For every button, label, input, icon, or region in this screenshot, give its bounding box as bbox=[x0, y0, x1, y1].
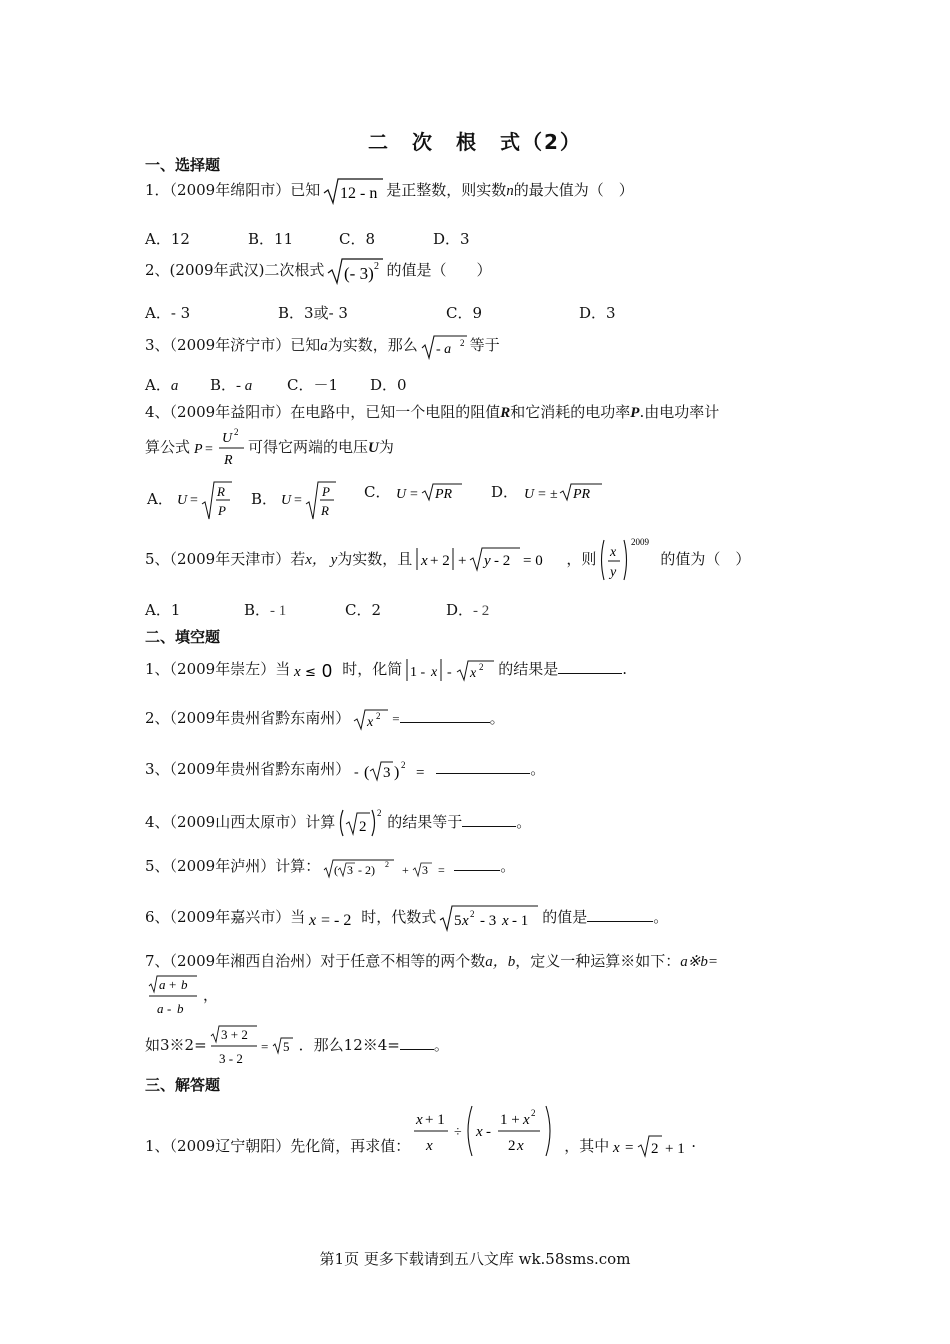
svg-text:R: R bbox=[216, 484, 225, 499]
sqrt2-squared bbox=[337, 806, 385, 840]
svg-text:2: 2 bbox=[479, 662, 484, 672]
q4-option-d: D． U = ± PR bbox=[491, 478, 606, 508]
svg-text:3: 3 bbox=[347, 863, 354, 877]
svg-text:R: R bbox=[224, 453, 233, 468]
svg-text:=: = bbox=[260, 1039, 268, 1054]
svg-text:a: a bbox=[159, 977, 166, 992]
svg-text:(: ( bbox=[364, 764, 370, 781]
q3-option-c: C．－1 bbox=[287, 376, 339, 394]
svg-text:-: - bbox=[486, 1124, 492, 1140]
q5-option-d: D．- 2 bbox=[446, 601, 490, 619]
section-heading-fill: 二、填空题 bbox=[145, 628, 221, 646]
answer-blank[interactable] bbox=[587, 907, 653, 922]
q1-option-c: C．8 bbox=[339, 230, 376, 248]
svg-text:2: 2 bbox=[234, 427, 239, 437]
svg-text:x: x bbox=[426, 1138, 433, 1154]
svg-text:=: = bbox=[205, 442, 213, 457]
svg-text:+: + bbox=[402, 863, 409, 877]
q3-option-b: B．- a bbox=[210, 376, 253, 394]
svg-text:2: 2 bbox=[376, 711, 381, 721]
svg-text:2009: 2009 bbox=[631, 537, 650, 547]
fill-question-2: 2、（2009年贵州省黔东南州） x 2 = 。 bbox=[145, 704, 505, 734]
q1-option-d: D．3 bbox=[433, 230, 470, 248]
svg-text:x: x bbox=[517, 1138, 524, 1154]
answer-blank[interactable] bbox=[400, 1035, 434, 1050]
svg-text:x: x bbox=[309, 912, 317, 929]
sqrt-neg3-squared bbox=[326, 256, 384, 286]
answer-blank[interactable] bbox=[462, 812, 516, 827]
svg-text:+: + bbox=[458, 553, 467, 569]
simplify-expression bbox=[412, 1100, 562, 1162]
svg-text:2: 2 bbox=[359, 819, 367, 835]
svg-text:-: - bbox=[354, 765, 359, 780]
q4-option-a: A． U = R P bbox=[147, 478, 235, 522]
svg-text:x: x bbox=[462, 913, 469, 929]
q2-option-a: A．- 3 bbox=[145, 304, 191, 322]
question-5: 5、（2009年天津市）若x， y为实数，且 x + 2 + y - 2 = 0 ，则 x y 2009 的值为（ ） bbox=[145, 536, 750, 584]
x-equals-neg-2 bbox=[307, 904, 359, 932]
section-heading-solve: 三、解答题 bbox=[145, 1076, 221, 1094]
svg-text:x: x bbox=[294, 664, 301, 680]
q2-option-b: B．3或- 3 bbox=[278, 304, 348, 322]
q4-option-b: B． U = P R bbox=[251, 478, 339, 522]
svg-text:2: 2 bbox=[508, 1138, 516, 1154]
svg-text:=: = bbox=[410, 487, 419, 502]
svg-text:=: = bbox=[189, 493, 198, 508]
fill-question-5: 5、（2009年泸州）计算： ( 3 - 2) 2 + 3 = 。 bbox=[145, 852, 515, 882]
svg-text:R: R bbox=[321, 503, 329, 518]
svg-text:+ 1: + 1 bbox=[665, 1141, 685, 1157]
svg-text:= - 2: = - 2 bbox=[321, 912, 352, 929]
fill-question-7-line-2: a + b a - b ， bbox=[145, 972, 218, 1020]
question-4-line-2: 算公式 P = U 2 R 可得它两端的电压U为 bbox=[145, 427, 394, 468]
answer-blank[interactable] bbox=[454, 856, 500, 871]
page-title: 二 次 根 式（2） bbox=[368, 130, 582, 154]
svg-text:÷: ÷ bbox=[454, 1125, 462, 1140]
svg-text:+ 1: + 1 bbox=[425, 1112, 445, 1128]
answer-blank[interactable] bbox=[400, 708, 490, 723]
fill-question-7-line-1: 7、（2009年湘西自治州）对于任意不相等的两个数a，b，定义一种运算※如下：a※b= bbox=[145, 952, 718, 970]
svg-text:2: 2 bbox=[470, 909, 475, 919]
svg-text:P: P bbox=[194, 442, 203, 457]
q2-option-c: C．9 bbox=[446, 304, 483, 322]
svg-text:x: x bbox=[367, 715, 374, 730]
svg-text:-: - bbox=[167, 1001, 172, 1016]
q2-option-d: D．3 bbox=[579, 304, 616, 322]
svg-text:- 2: - 2 bbox=[494, 553, 511, 569]
svg-text:2: 2 bbox=[385, 860, 390, 869]
svg-text:U: U bbox=[176, 493, 187, 508]
sqrt-x2 bbox=[352, 704, 390, 734]
q1-option-a: A．12 bbox=[145, 230, 190, 248]
svg-text:1 -: 1 - bbox=[410, 665, 426, 680]
svg-text:U: U bbox=[524, 487, 535, 502]
sqrt-neg-a-squared bbox=[420, 331, 468, 361]
svg-text:2: 2 bbox=[401, 760, 406, 770]
q5-option-c: C．2 bbox=[345, 601, 382, 619]
svg-text:12 - n: 12 - n bbox=[340, 185, 378, 202]
svg-text:5: 5 bbox=[454, 913, 462, 929]
svg-text:x: x bbox=[613, 1140, 620, 1156]
svg-text:P: P bbox=[217, 503, 226, 518]
svg-text:2: 2 bbox=[377, 808, 382, 818]
svg-text:- 2): - 2) bbox=[358, 863, 376, 877]
question-1: 1．（2009年绵阳市）已知 12 - n 是正整数，则实数n的最大值为（ ） bbox=[145, 176, 634, 206]
svg-text:): ) bbox=[394, 764, 400, 781]
question-4-line-1: 4、（2009年益阳市）在电路中，已知一个电阻的阻值R和它消耗的电功率P.由电功率计 bbox=[145, 403, 720, 421]
svg-text:- a: - a bbox=[435, 342, 451, 357]
svg-text:2: 2 bbox=[531, 1108, 536, 1118]
fill-question-6: 6、（2009年嘉兴市）当 x = - 2 时，代数式 5 x 2 - 3 x - 1 的值是 。 bbox=[145, 902, 668, 934]
svg-text:x: x bbox=[416, 1112, 423, 1128]
u-sqrt-pr bbox=[392, 478, 464, 508]
abs-1-minus-x-minus-sqrt-x2 bbox=[404, 655, 496, 685]
q5-option-b: B．- 1 bbox=[244, 601, 287, 619]
svg-text:x: x bbox=[431, 665, 438, 680]
svg-text:- 3: - 3 bbox=[480, 913, 497, 929]
svg-text:=: = bbox=[538, 487, 546, 502]
svg-text:=: = bbox=[625, 1140, 634, 1156]
q4-option-c: C． U = PR bbox=[364, 478, 466, 508]
svg-text:3: 3 bbox=[383, 765, 391, 781]
svg-text:(: ( bbox=[334, 863, 339, 877]
abs-x-plus-2-plus-sqrt-y-minus-2 bbox=[414, 544, 564, 576]
neg-sqrt3-squared bbox=[352, 754, 434, 786]
solve-question-1: 1、（2009辽宁朝阳）先化简，再求值： x + 1 x ÷ x - 1 + x 2 2 x ，其中 x = 2 + 1 . bbox=[145, 1100, 696, 1162]
q3-option-d: D．0 bbox=[370, 376, 407, 394]
question-2: 2、(2009年武汉)二次根式 (- 3) 2 的值是（ ） bbox=[145, 256, 491, 286]
svg-text:±: ± bbox=[550, 487, 558, 502]
x-le-0 bbox=[292, 656, 340, 684]
svg-text:5: 5 bbox=[282, 1039, 290, 1054]
svg-text:2: 2 bbox=[651, 1141, 659, 1157]
svg-text:=: = bbox=[294, 493, 302, 508]
svg-text:1 +: 1 + bbox=[500, 1112, 520, 1128]
section-heading-choice: 一、选择题 bbox=[145, 156, 221, 174]
svg-text:x: x bbox=[502, 913, 509, 929]
u-sqrt-p-over-r bbox=[279, 478, 337, 522]
svg-text:x: x bbox=[523, 1112, 530, 1128]
svg-text:0: 0 bbox=[322, 661, 333, 681]
svg-text:y: y bbox=[610, 565, 617, 580]
sqrt-12-minus-n bbox=[322, 176, 384, 206]
svg-text:x: x bbox=[476, 1124, 483, 1140]
u-plus-minus-sqrt-pr bbox=[520, 478, 604, 508]
answer-blank[interactable] bbox=[558, 659, 622, 674]
question-3: 3、（2009年济宁市）已知a为实数，那么 - a 2 等于 bbox=[145, 331, 500, 361]
sqrt-5x2-minus-3x-minus-1 bbox=[438, 902, 540, 934]
svg-text:x: x bbox=[421, 553, 428, 569]
svg-text:= 0: = 0 bbox=[523, 553, 544, 569]
svg-text:3: 3 bbox=[422, 863, 429, 877]
svg-text:=: = bbox=[438, 863, 445, 877]
svg-text:-: - bbox=[447, 665, 452, 680]
svg-text:2: 2 bbox=[374, 261, 380, 272]
svg-text:2: 2 bbox=[459, 338, 465, 348]
q3-option-a: A．a bbox=[145, 376, 179, 394]
formula-p-equals-u2-over-r bbox=[192, 426, 246, 470]
fill-question-7-line-3: 如3※2= 3 + 2 3 - 2 = 5 ．那么12※4= 。 bbox=[145, 1022, 449, 1070]
fill-question-4: 4、（2009山西太原市）计算 2 2 的结果等于 。 bbox=[145, 806, 531, 840]
svg-text:U: U bbox=[281, 493, 292, 508]
x-over-y-power-2009 bbox=[598, 536, 658, 584]
sqrt-a-plus-b-over-a-minus-b bbox=[147, 972, 201, 1020]
svg-text:(- 3): (- 3) bbox=[344, 264, 375, 283]
svg-text:+ 2: + 2 bbox=[430, 553, 451, 569]
svg-text:=: = bbox=[416, 765, 425, 781]
svg-text:b: b bbox=[181, 977, 188, 992]
sqrt-3-plus-2-over-3-minus-2-equals-sqrt5 bbox=[209, 1022, 297, 1070]
x-equals-sqrt2-plus-1 bbox=[611, 1128, 689, 1162]
svg-text:≤: ≤ bbox=[305, 665, 317, 680]
svg-text:P: P bbox=[322, 484, 330, 499]
u-sqrt-r-over-p bbox=[175, 478, 233, 522]
svg-text:x: x bbox=[470, 666, 477, 681]
fill-question-3: 3、（2009年贵州省黔东南州） - ( 3 ) 2 = 。 bbox=[145, 754, 545, 786]
svg-text:x: x bbox=[610, 545, 617, 560]
answer-blank[interactable] bbox=[436, 759, 530, 774]
page-footer: 第1页 更多下载请到五八文库 wk.58sms.com bbox=[319, 1250, 631, 1268]
svg-text:+: + bbox=[169, 977, 177, 992]
svg-text:a: a bbox=[157, 1001, 164, 1016]
svg-text:- 1: - 1 bbox=[512, 913, 529, 929]
svg-text:3 - 2: 3 - 2 bbox=[218, 1051, 243, 1066]
svg-text:y: y bbox=[484, 553, 491, 569]
svg-text:3 + 2: 3 + 2 bbox=[220, 1027, 248, 1042]
svg-text:PR: PR bbox=[573, 487, 591, 502]
svg-text:U: U bbox=[396, 487, 407, 502]
q1-option-b: B．11 bbox=[248, 230, 294, 248]
svg-text:b: b bbox=[177, 1001, 184, 1016]
q5-option-a: A．1 bbox=[145, 601, 181, 619]
svg-text:PR: PR bbox=[435, 487, 453, 502]
fill-question-1: 1、（2009年崇左）当 x ≤ 0 时，化简 1 - x - x 2 的结果是 . bbox=[145, 655, 627, 685]
sqrt-sqrt3-minus-2-squared-plus-sqrt3 bbox=[322, 852, 452, 882]
svg-text:U: U bbox=[222, 431, 233, 446]
